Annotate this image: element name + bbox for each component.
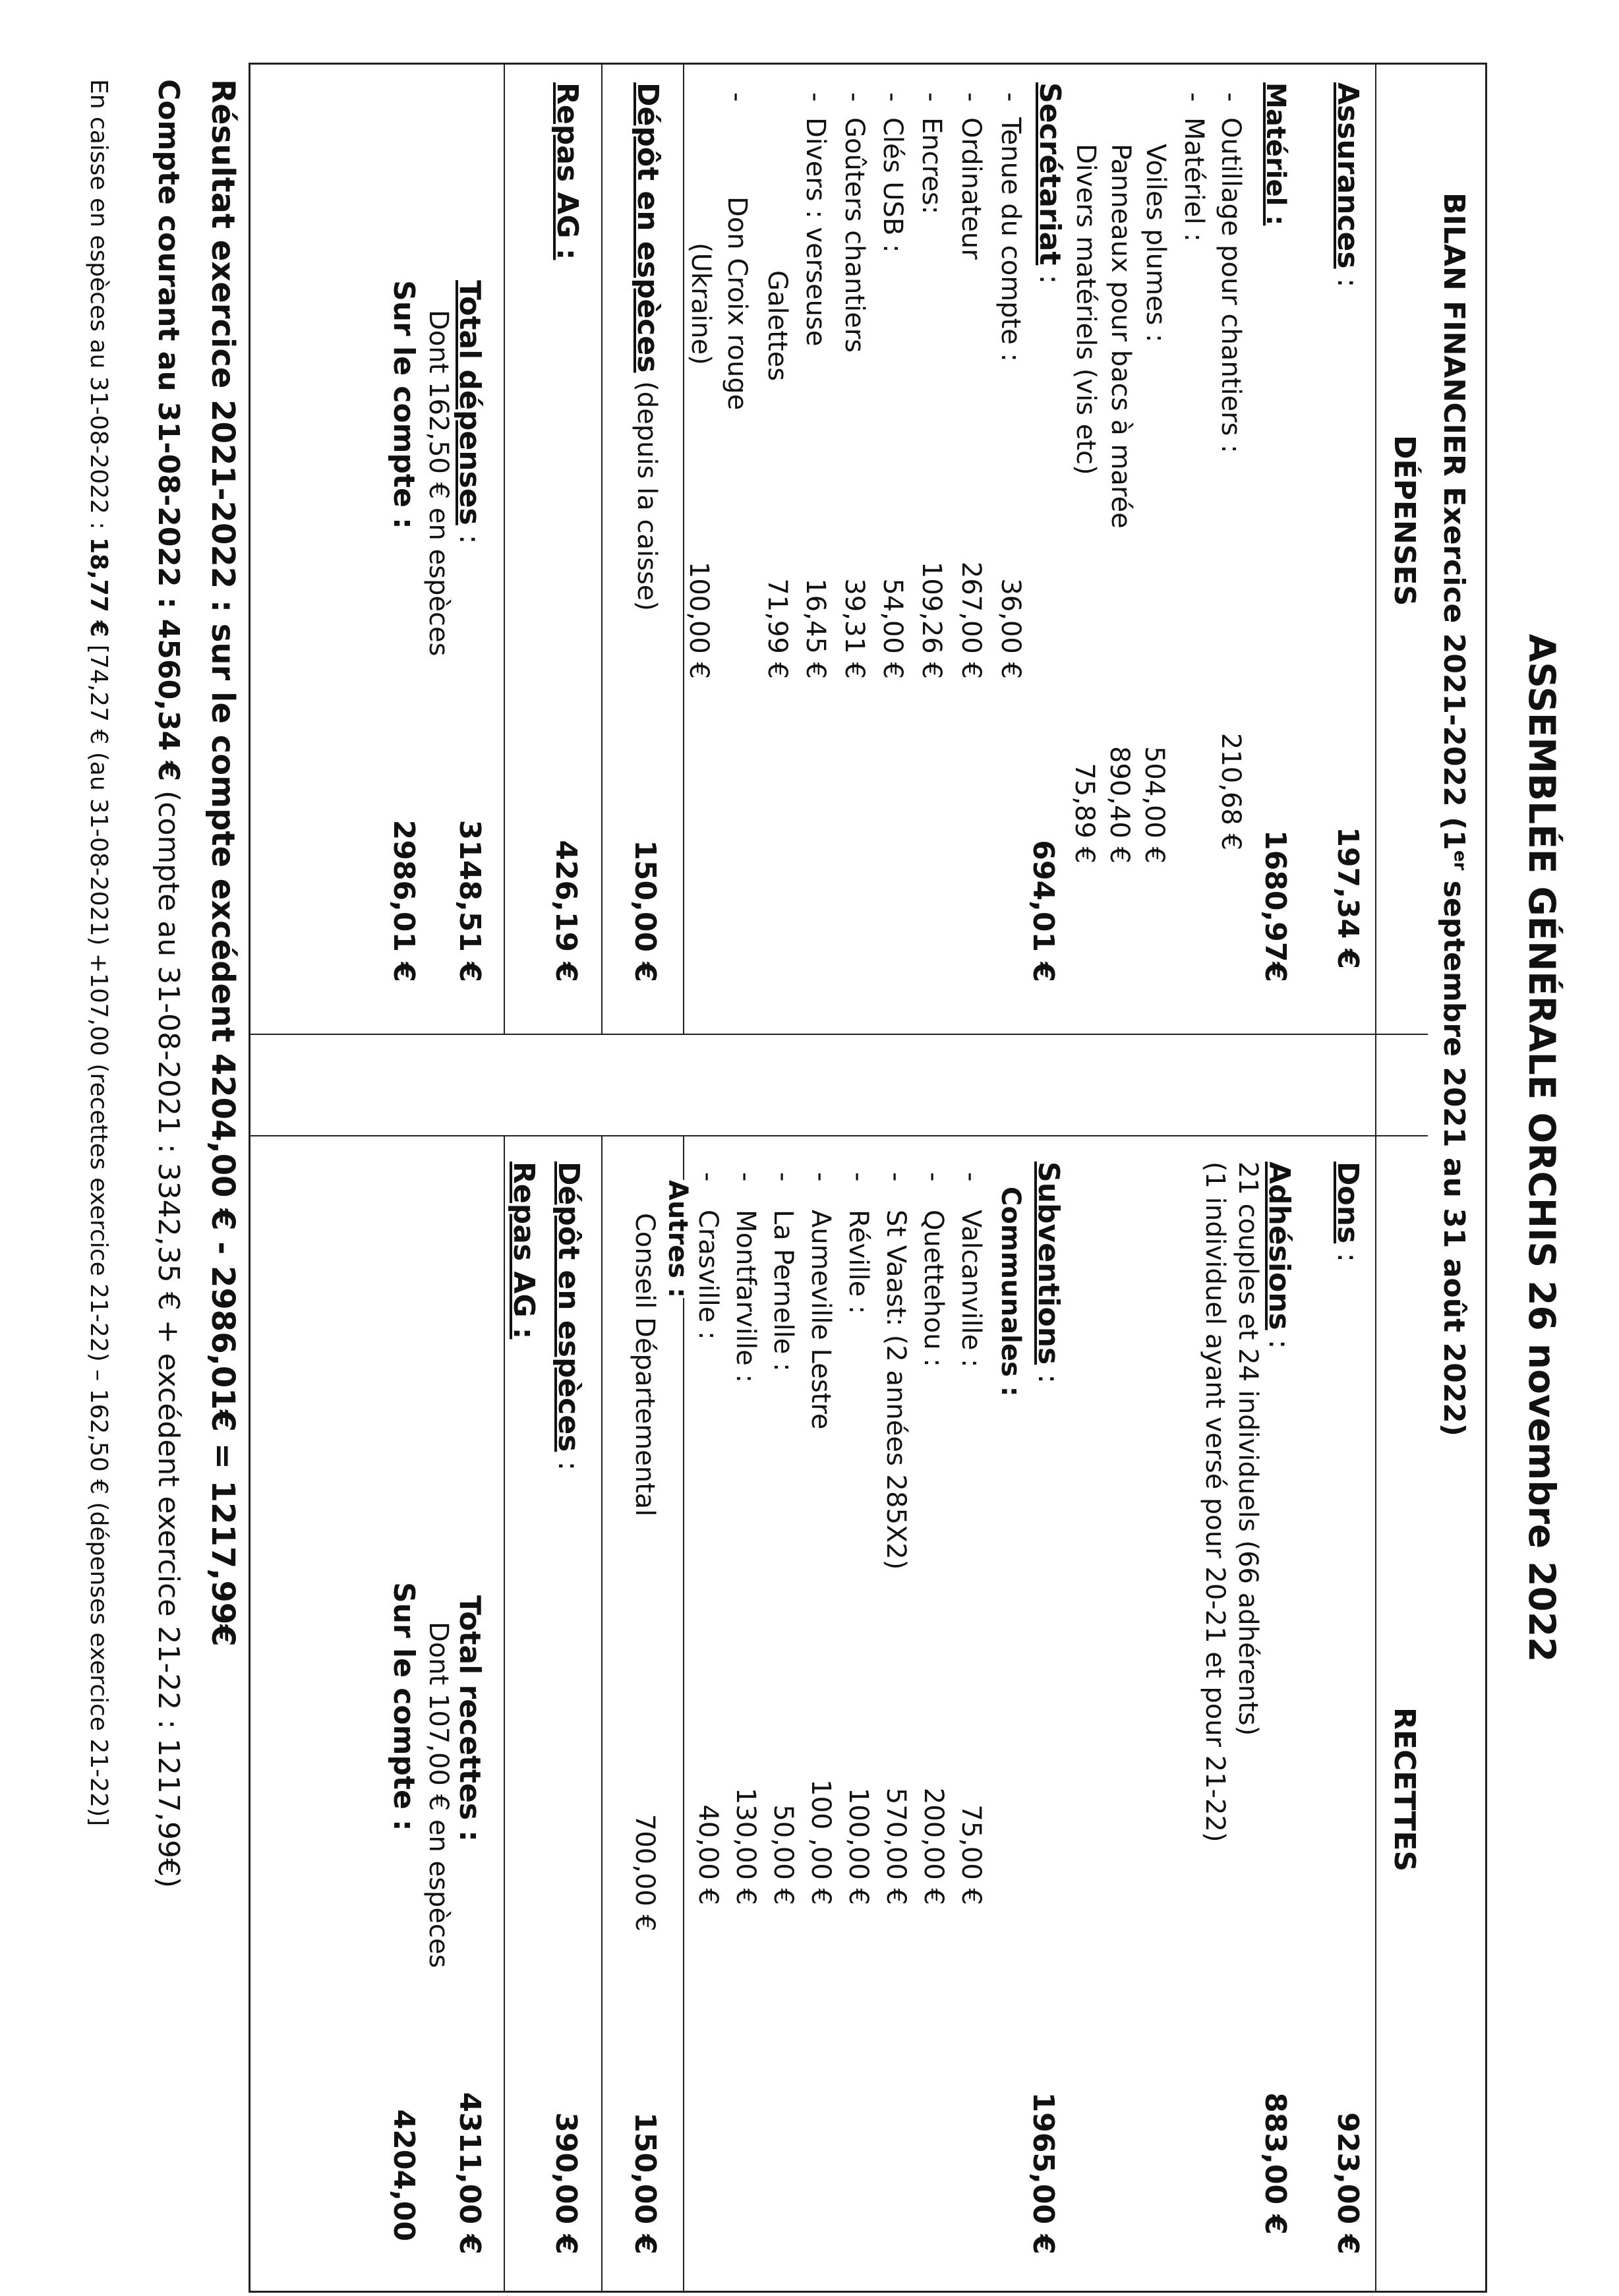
voiles-amount: 504,00 € (1139, 746, 1169, 864)
total-recettes-amount: 4311,00 € (453, 2092, 486, 2254)
bullet-dash: - (956, 1172, 986, 1182)
materiel-label: Matériel : (1260, 82, 1291, 226)
secretariat-item-label: Encres: (916, 117, 947, 215)
outillage-amount: 210,68 € (1216, 732, 1246, 850)
header-row-divider (1375, 63, 1376, 2293)
commune-amount: 75,00 € (956, 1804, 986, 1905)
bullet-dash: - (806, 1172, 836, 1182)
repas-recettes-amount: 390,00 € (549, 2112, 583, 2254)
bullet-dash: - (1216, 92, 1246, 102)
depot-row-divider (601, 1135, 603, 2293)
bullet-dash: - (877, 92, 908, 102)
table-border-bottom (249, 63, 250, 2293)
column-divider-right (249, 1135, 1428, 1136)
commune-amount: 100,00 € (843, 1787, 873, 1905)
depot-row-divider (683, 1135, 684, 2293)
en-caisse: En caisse en espèces au 31-08-2022 : 18,77 € [74,27 € (au 31-08-2021) +107,00 (recettes exercice 21-22) – 162,50 € (dépenses exercice 21-22)] (85, 79, 112, 1827)
total-depenses-amount: 3148,51 € (453, 819, 486, 982)
total-depenses-label: Total dépenses : (453, 280, 486, 545)
bullet-dash: - (843, 1172, 873, 1182)
commune-amount: 40,00 € (693, 1804, 723, 1905)
adhesions-detail-2: (1 individuel ayant versé pour 20-21 et pour 21-22) (1200, 1162, 1230, 1842)
secretariat-item-amount: 109,26 € (916, 561, 947, 679)
table-border-left (249, 63, 1487, 65)
adhesions-amount: 883,00 € (1258, 2092, 1292, 2235)
secretariat-item-amount: 39,31 € (839, 578, 869, 679)
bullet-dash: - (918, 1172, 949, 1182)
depenses-sur-compte-label: Sur le compte : (387, 280, 421, 529)
recettes-sur-compte-label: Sur le compte : (387, 1582, 421, 1831)
repas-recettes-label: Repas AG : (507, 1162, 541, 1339)
commune-label: Montfarville : (730, 1210, 761, 1383)
commune-amount: 100 ,00 € (806, 1779, 836, 1905)
don-croix-rouge-amount: 100,00 € (684, 561, 714, 679)
secretariat-item-label: Goûters chantiers (839, 117, 869, 353)
depenses-sur-compte-amount: 2986,01 € (387, 819, 421, 982)
page-title: ASSEMBLÉE GÉNÉRALE ORCHIS 26 novembre 2022 (1521, 633, 1563, 1663)
recettes-sur-compte-amount: 4204,00 (387, 2109, 421, 2241)
bullet-dash: - (1179, 92, 1209, 102)
commune-label: Aumeville Lestre (806, 1210, 836, 1430)
bullet-dash: - (916, 92, 947, 102)
conseil-departemental-label: Conseil Départemental (630, 1213, 660, 1517)
secretariat-item-label: Tenue du compte : (995, 117, 1026, 363)
commune-label: Valcanville : (956, 1210, 986, 1368)
repas-depenses-amount: 426,19 € (549, 840, 583, 982)
depenses-header: DÉPENSES (1388, 435, 1421, 606)
column-divider-left (249, 1034, 1428, 1035)
bullet-dash: - (768, 1172, 798, 1182)
commune-amount: 570,00 € (881, 1787, 911, 1905)
commune-amount: 50,00 € (768, 1804, 798, 1905)
outillage-label: Outillage pour chantiers : (1216, 117, 1246, 454)
subtitle: BILAN FINANCIER Exercice 2021-2022 (1er septembre 2021 au 31 août 2022) (1437, 192, 1471, 1437)
commune-label: Quettehou : (918, 1210, 949, 1367)
depot-recettes-label: Dépôt en espèces : (552, 1162, 585, 1471)
voiles-label: Voiles plumes : (1140, 144, 1171, 343)
dons-label: Dons : (1331, 1162, 1365, 1263)
bullet-dash: - (722, 92, 752, 102)
assurances-label: Assurances : (1331, 82, 1365, 288)
panneaux-amount: 890,40 € (1104, 746, 1134, 864)
autres-label: Autres : (662, 1180, 693, 1299)
galettes-label: Galettes (762, 270, 792, 382)
commune-label: Crasville : (693, 1210, 723, 1340)
recettes-header: RECETTES (1388, 1707, 1421, 1872)
communales-label: Communales : (995, 1187, 1026, 1397)
don-croix-rouge-label: Don Croix rouge (722, 196, 752, 411)
bullet-dash: - (800, 92, 831, 102)
materiel-sub-label: Matériel : (1179, 117, 1209, 242)
secretariat-item-label: Divers : verseuse (800, 117, 831, 347)
materiel-amount: 1680,97€ (1258, 829, 1292, 982)
dons-amount: 923,00 € (1331, 2112, 1365, 2254)
table-border-right (249, 2291, 1487, 2293)
adhesions-detail: 21 couples et 24 individuels (66 adhérents) (1233, 1162, 1263, 1736)
total-depenses-especes: Dont 162,50 € en espèces (423, 310, 454, 657)
commune-label: St Vaast: (2 années 285X2) (881, 1210, 911, 1570)
divers-materiels-amount: 75,89 € (1069, 763, 1100, 864)
subventions-amount: 1965,00 € (1026, 2092, 1060, 2254)
assurances-amount: 197,34 € (1331, 827, 1365, 969)
depot-row-divider (601, 63, 603, 1035)
bullet-dash: - (995, 92, 1026, 102)
compte-courant: Compte courant au 31-08-2022 : 4560,34 € (compte au 31-08-2021 : 3342,35 € + excédent exercice 21-22 : 1217,99€) (152, 79, 185, 1889)
secretariat-label: Secrétariat : (1033, 82, 1067, 285)
secretariat-item-amount: 267,00 € (956, 561, 986, 679)
panneaux-label: Panneaux pour bacs à marée (1105, 144, 1136, 529)
resultat-exercice: Résultat exercice 2021-2022 : sur le compte excédent 4204,00 € - 2986,01€ = 1217,99€ (204, 79, 241, 1647)
secretariat-item-amount: 16,45 € (800, 578, 831, 679)
secretariat-item-amount: 54,00 € (877, 578, 908, 679)
secretariat-amount: 694,01 € (1026, 840, 1060, 982)
commune-label: La Pernelle : (768, 1210, 798, 1372)
adhesions-label: Adhésions : (1262, 1162, 1296, 1349)
galettes-amount: 71,99 € (762, 578, 792, 679)
bullet-dash: - (956, 92, 986, 102)
secretariat-item-label: Ordinateur (956, 117, 986, 260)
bullet-dash: - (881, 1172, 911, 1182)
commune-amount: 200,00 € (918, 1787, 949, 1905)
depot-depenses-amount: 150,00 € (628, 840, 662, 982)
depot-depenses-label: Dépôt en espèces (depuis la caisse) (631, 82, 664, 612)
commune-label: Réville : (843, 1210, 873, 1314)
table-border-top (1485, 63, 1487, 2293)
total-recettes-especes: Dont 107,00 € en espèces (423, 1622, 454, 1968)
conseil-departemental-amount: 700,00 € (630, 1813, 660, 1931)
total-recettes-label: Total recettes : (453, 1595, 486, 1842)
secretariat-item-label: Clés USB : (877, 117, 908, 253)
repas-depenses-label: Repas AG : (550, 82, 584, 260)
depot-recettes-amount: 150,00 € (628, 2112, 662, 2254)
bullet-dash: - (730, 1172, 761, 1182)
secretariat-item-amount: 36,00 € (995, 578, 1026, 679)
bullet-dash: - (693, 1172, 723, 1182)
don-croix-rouge-label-2: (Ukraine) (686, 243, 716, 365)
repas-row-divider (504, 1135, 505, 2293)
repas-row-divider (504, 63, 505, 1035)
commune-amount: 130,00 € (730, 1787, 761, 1905)
subventions-label: Subventions : (1032, 1162, 1065, 1384)
divers-materiels-label: Divers matériels (vis etc) (1071, 144, 1101, 475)
bullet-dash: - (839, 92, 869, 102)
